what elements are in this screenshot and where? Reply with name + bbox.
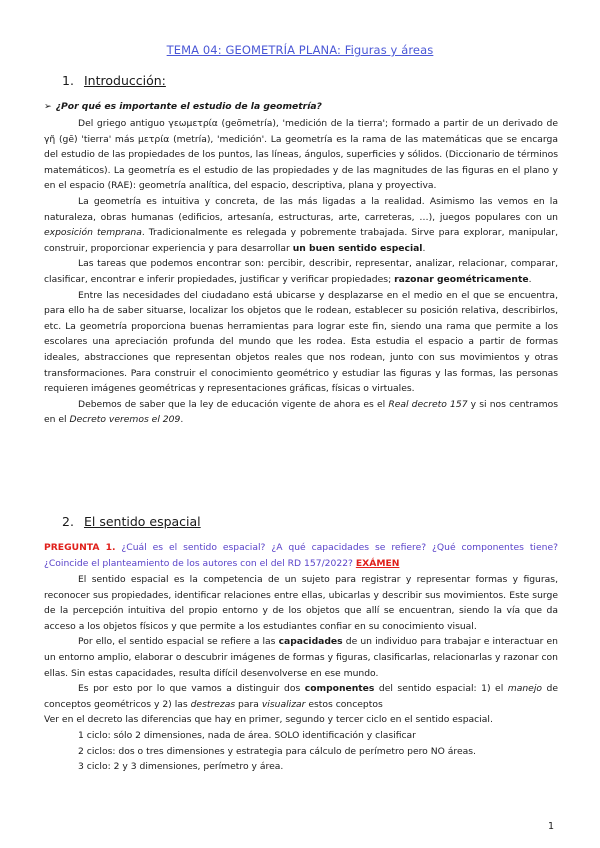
paragraph: Debemos de saber que la ley de educación vigente de ahora es el Real decreto 157 y si nos centramos en el Decreto veremos el 209. [44, 398, 558, 426]
paragraph: La geometría es intuitiva y concreta, de las más ligadas a la realidad. Asimismo las vemos en la naturaleza, obras humanas (edificios, artesanía, estructuras, arte, carreteras, …), juegos populares con un exposición temprana. Tradicionalmente es relegada y pobremente trabajada. Sirve para explorar, manipular, construir, proporcionar experiencia y para desarrollar un buen sentido especial. [44, 195, 558, 254]
section-heading-sentido-espacial [62, 514, 201, 529]
intro-question [44, 101, 322, 112]
section-1-body [44, 116, 558, 428]
paragraph: El sentido espacial es la competencia de un sujeto para registrar y representar formas y figuras, reconocer sus propiedades, identificar relaciones entre ellas, ubicarlas y describir sus movimientos. Este surge de la percepción intuitiva del propio entorno y de los objetos que allí se encuentran, siendo la vía que da acceso a los objetos físicos y que permite a los estudiantes confiar en su conocimiento visual. [44, 574, 558, 632]
list-item: 2 ciclos: dos o tres dimensiones y estrategia para cálculo de perímetro pero NO áreas. [78, 745, 476, 757]
exam-question [44, 540, 558, 571]
section-heading-introduccion [62, 73, 166, 88]
question-text: ¿Por qué es importante el estudio de la geometría? [55, 101, 322, 112]
paragraph: Las tareas que podemos encontrar son: percibir, describir, representar, analizar, relacionar, comparar, clasificar, encontrar e inferir propiedades, justificar y verificar propiedades; razonar geométricamente. [44, 258, 558, 285]
paragraph: Entre las necesidades del ciudadano está ubicarse y desplazarse en el medio en el que se encuentra, para ello ha de saber situarse, localizar los objetos que le rodean, establecer su posición relativa, describirlos, etc. La geometría proporciona buenas herramientas para lograr este fin, siendo una rama que permite a los escolares una apreciación profunda del mundo que les rodea. Esta estudia el espacio a partir de formas ideales, abstracciones que representan objetos reales que nos rodean, junto con sus movimientos y otras transformaciones. Para construir el conocimiento geométrico y estudiar las figuras y las formas, las personas requieren imágenes geométricas y representaciones gráficas, físicas o virtuales. [44, 289, 558, 395]
section-title: Introducción: [83, 73, 166, 88]
paragraph: Por ello, el sentido espacial se refiere a las capacidades de un individuo para trabajar e interactuar en un entorno amplio, elaborar o descubrir imágenes de formas y figuras, clasificarlas, relacionarlas y razonar con ellas. Sin estas capacidades, resulta difícil desenvolverse en ese mundo. [44, 636, 558, 679]
list-item: 1 ciclo: sólo 2 dimensiones, nada de área. SOLO identificación y clasificar [78, 729, 416, 741]
section-2-body [44, 572, 558, 775]
paragraph: Del griego antiguo γεωμετρία (geōmetría), 'medición de la tierra'; formado a partir de un derivado de γῆ (gē) 'tierra' más μετρία (metría), 'medición'. La geometría es la rama de las matemáticas que se encarga del estudio de las propiedades de los puntos, las líneas, ángulos, superficies y sólidos. (Diccionario de términos matemáticos). La geometría es el estudio de las propiedades y de las magnitudes de las figuras en el plano y en el espacio (RAE): geometría analítica, del espacio, descriptiva, plana y proyectiva. [44, 118, 558, 192]
section-number: 2. [62, 514, 74, 529]
paragraph: Es por esto por lo que vamos a distinguir dos componentes del sentido espacial: 1) el manejo de conceptos geométricos y 2) las destrezas para visualizar estos conceptos [44, 683, 559, 710]
section-number: 1. [62, 73, 74, 88]
exam-tag: EXÁMEN [355, 557, 400, 569]
paragraph: Ver en el decreto las diferencias que hay en primer, segundo y tercer ciclo en el sentido espacial. [44, 714, 493, 726]
document-title: TEMA 04: GEOMETRÍA PLANA: Figuras y áreas [166, 43, 434, 57]
question-label: PREGUNTA 1. [44, 542, 116, 553]
list-item: 3 ciclo: 2 y 3 dimensiones, perímetro y área. [78, 761, 284, 773]
section-title: El sentido espacial [83, 514, 201, 529]
page-number: 1 [547, 821, 554, 832]
arrow-bullet-icon: ➢ [44, 101, 52, 112]
question-text: ¿Cuál es el sentido espacial? ¿A qué capacidades se refiere? ¿Qué componentes tiene? ¿Coincide el planteamiento de los autores con el del RD 157/2022? [44, 542, 558, 569]
